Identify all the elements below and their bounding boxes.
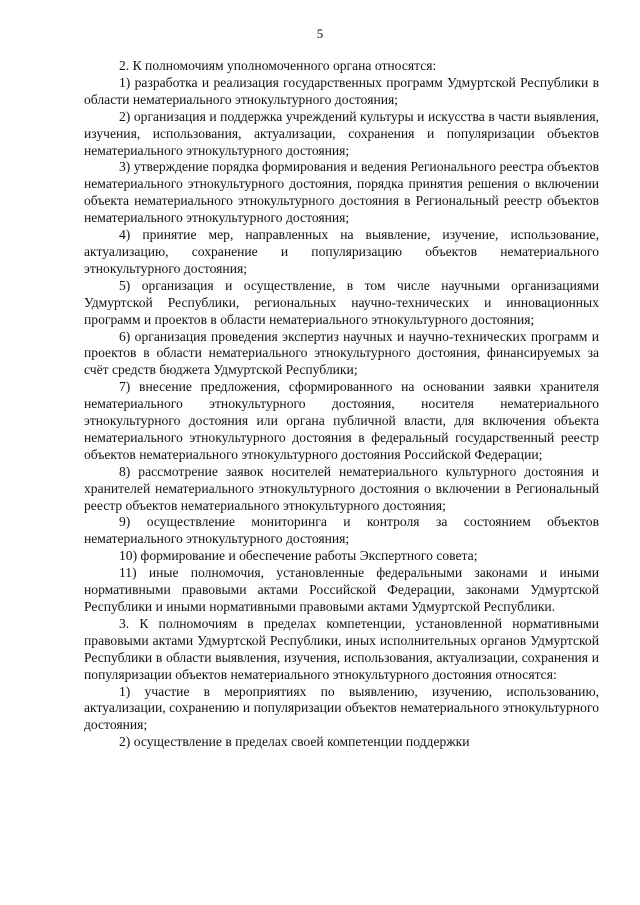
section-3-heading: 3. К полномочиям в пределах компетенции, установленной нормативными правовыми актами Удмуртской Республики, иных исполнительных органов Удмуртской Республики в области выявления, изучения, использования, актуализации, сохранения и популяризации объектов нематериального этнокультурного достояния относятся: [84, 615, 599, 682]
page-number: 5 [316, 26, 324, 41]
section-2-item-10: 10) формирование и обеспечение работы Экспертного совета; [119, 548, 478, 564]
section-2-item-4: 4) принятие мер, направленных на выявление, изучение, использование, актуализацию, сохранение и популяризацию объектов нематериального этнокультурного достояния; [84, 227, 599, 276]
section-2-item-1: 1) разработка и реализация государственных программ Удмуртской Республики в области нематериального этнокультурного достояния; [84, 74, 599, 107]
section-2-item-6: 6) организация проведения экспертиз научных и научно-технических программ и проектов в области нематериального этнокультурного достояния, финансируемых за счёт средств бюджета Удмуртской Республики; [84, 328, 599, 378]
document-body [84, 58, 599, 751]
section-2-item-5: 5) организация и осуществление, в том числе научными организациями Удмуртской Республики, региональных научно-технических и инновационных программ и проектов в области нематериального этнокультурного достояния; [84, 277, 599, 327]
section-3-item-2: 2) осуществление в пределах своей компетенции поддержки [119, 734, 470, 750]
section-2-item-2: 2) организация и поддержка учреждений культуры и искусства в части выявления, изучения, использования, актуализации, сохранения и популяризации объектов нематериального этнокультурного достояния; [84, 108, 599, 158]
section-2-item-11: 11) иные полномочия, установленные федеральными законами и иными нормативными правовыми актами Российской Федерации, законами Удмуртской Республики и иными нормативными правовыми актами Удмуртской Республики. [84, 565, 599, 614]
section-2-item-9: 9) осуществление мониторинга и контроля за состоянием объектов нематериального этнокультурного достояния; [84, 514, 599, 547]
section-2-item-3: 3) утверждение порядка формирования и ведения Регионального реестра объектов нематериального этнокультурного достояния, порядка принятия решения о включении объекта нематериального этнокультурного достояния в Региональный реестр объектов нематериального этнокультурного достояния; [84, 159, 599, 226]
section-2-item-8: 8) рассмотрение заявок носителей нематериального культурного достояния и хранителей нематериального этнокультурного достояния о включении в Региональный реестр объектов нематериального этнокультурного достояния; [84, 463, 599, 513]
section-2-heading: 2. К полномочиям уполномоченного органа относятся: [119, 58, 437, 73]
section-2-item-7: 7) внесение предложения, сформированного на основании заявки хранителя нематериального этнокультурного достояния, носителя нематериального этнокультурного достояния или органа публичной власти, для включения объекта нематериального этнокультурного достояния в федеральный государственный реестр объектов нематериального этнокультурного достояния Российской Федерации; [84, 379, 599, 462]
section-3-item-1: 1) участие в мероприятиях по выявлению, изучению, использованию, актуализации, сохранению и популяризации объектов нематериального этнокультурного достояния; [84, 683, 599, 733]
